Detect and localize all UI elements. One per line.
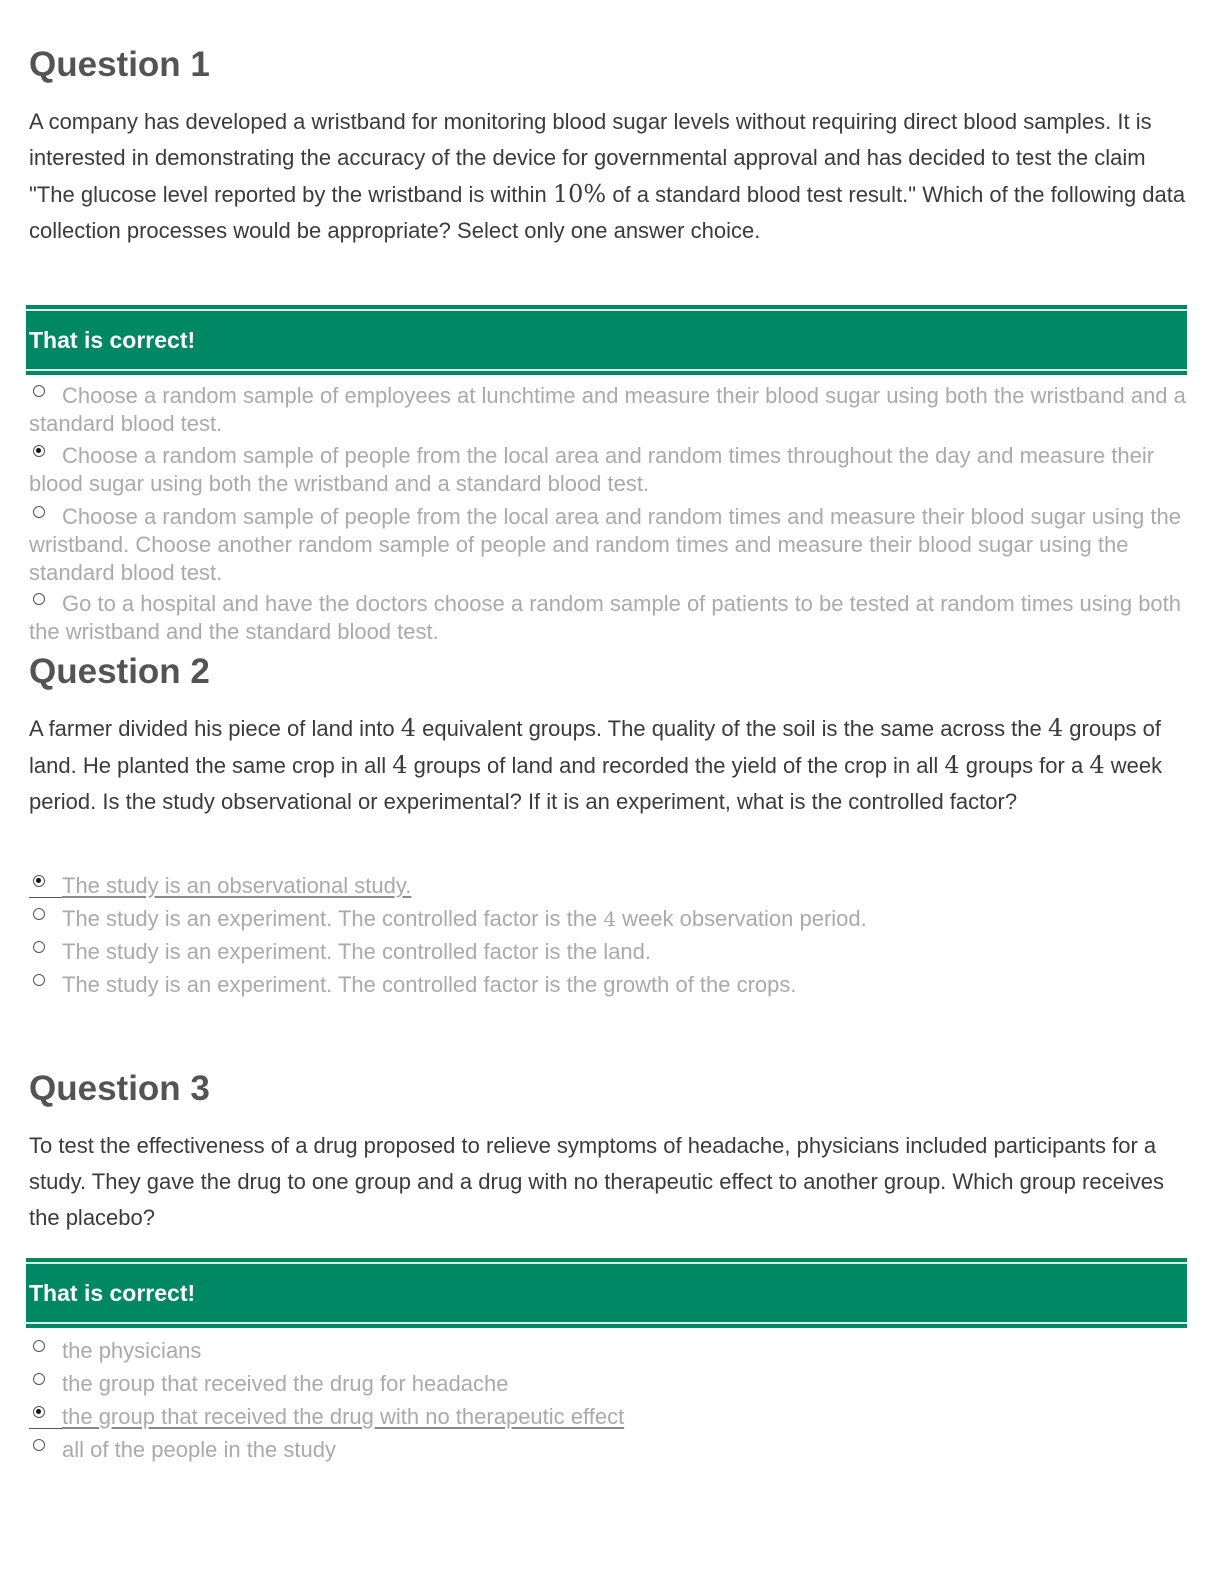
q2-option-4[interactable] [29,968,1189,1001]
radio-button-icon[interactable] [33,385,45,397]
math-number: 4 [603,907,617,931]
math-number: 4 [1089,751,1105,779]
q3-option-4[interactable] [29,1433,1189,1466]
radio-button-selected-icon[interactable] [33,875,45,887]
radio-button-icon[interactable] [33,1340,45,1352]
option-label: Choose a random sample of people from the local area and random times throughout the day and measure their blood sugar using both the wristband and a standard blood test. [29,443,1155,496]
q2-option-1[interactable] [29,869,1189,902]
math-number: 4 [1047,714,1064,742]
question-1-text: A company has developed a wristband for monitoring blood sugar levels without requiring direct blood samples. It is interested in demonstrating the accuracy of the device for governmental approval and has decided to test the claim "The glucose level reported by the wristband is within 10% of a standard blood test result." Which of the following data collection processes would be appropriate? Select only one answer choice. [29,109,1186,243]
option-label: the physicians [62,1338,202,1363]
option-label: The study is an experiment. The controlled factor is the 4 week observation period. [62,906,867,931]
question-3-text: To test the effectiveness of a drug proposed to relieve symptoms of headache, physicians included participants for a study. They gave the drug to one group and a drug with no therapeutic effect to another group. Which group receives the placebo? [29,1133,1164,1230]
feedback-text: That is correct! [29,1280,196,1306]
radio-button-icon[interactable] [33,506,45,518]
question-1-title: Question 1 [29,45,210,84]
q3-option-2[interactable] [29,1367,1189,1400]
question-3-title: Question 3 [29,1069,210,1108]
radio-button-icon[interactable] [33,974,45,986]
feedback-text: That is correct! [29,327,196,353]
option-label: all of the people in the study [62,1437,336,1462]
option-label: Choose a random sample of people from the local area and random times and measure their blood sugar using the wristband. Choose another random sample of people and random times and measure their blood sugar using the standard blood test. [29,504,1181,585]
q3-option-1[interactable] [29,1334,1189,1367]
option-label: the group that received the drug with no therapeutic effect [62,1404,625,1429]
q2-option-2[interactable] [29,902,1189,936]
q2-option-3[interactable] [29,935,1189,968]
option-label: Go to a hospital and have the doctors choose a random sample of patients to be tested at random times using both the wristband and the standard blood test. [29,591,1182,644]
math-number: 4 [944,751,960,779]
question-2-text: A farmer divided his piece of land into 4 equivalent groups. The quality of the soil is the same across the 4 groups of land. He planted the same crop in all 4 groups of land and recorded the yield of the crop in all 4 groups for a 4 week period. Is the study observational or experimental? If it is an experiment, what is the controlled factor? [29,714,1163,814]
option-label: The study is an experiment. The controlled factor is the growth of the crops. [62,972,797,997]
selection-underline [29,897,62,898]
math-percent: 10% [552,180,607,208]
radio-button-selected-icon[interactable] [33,445,45,457]
option-label: The study is an experiment. The controlled factor is the land. [62,939,652,964]
option-label: the group that received the drug for headache [62,1371,509,1396]
math-number: 4 [400,714,417,742]
q1-option-4[interactable] [29,590,1189,646]
radio-button-icon[interactable] [33,1439,45,1451]
math-number: 4 [392,751,408,779]
option-label: Choose a random sample of employees at lunchtime and measure their blood sugar using both the wristband and a standard blood test. [29,383,1186,436]
question-2-title: Question 2 [29,652,210,691]
q1-option-1[interactable] [29,382,1189,438]
radio-button-icon[interactable] [33,941,45,953]
option-label: The study is an observational study. [62,873,412,898]
q3-option-3[interactable] [29,1400,1189,1433]
selection-underline [29,1428,62,1429]
radio-button-icon[interactable] [33,593,45,605]
feedback-banner-q1 [26,305,1187,375]
radio-button-icon[interactable] [33,1373,45,1385]
radio-button-icon[interactable] [33,908,45,920]
feedback-banner-q3 [26,1258,1187,1328]
q1-option-2[interactable] [29,442,1189,498]
q1-option-3[interactable] [29,503,1189,587]
radio-button-selected-icon[interactable] [33,1406,45,1418]
